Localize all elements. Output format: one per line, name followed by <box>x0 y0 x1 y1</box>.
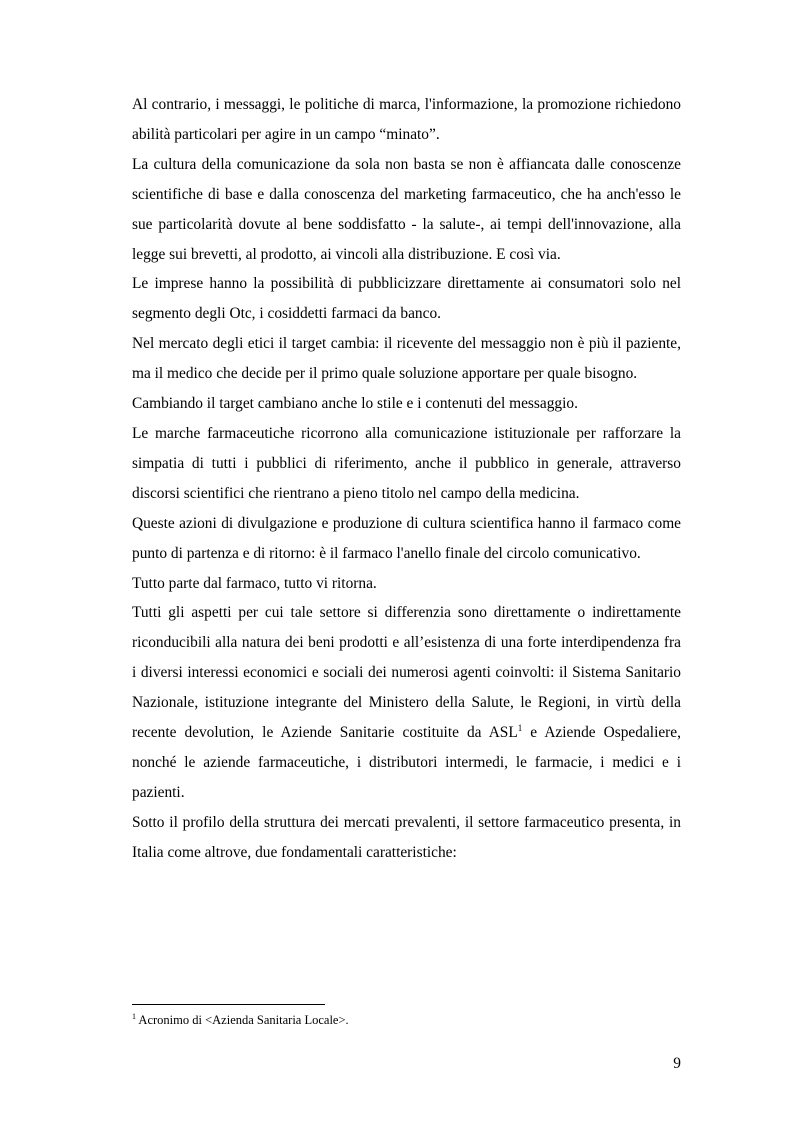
paragraph-9-before: Tutti gli aspetti per cui tale settore si differenzia sono direttamente o indirettamente riconducibili alla natura dei beni prodotti e all’esistenza di una forte interdipendenza fra i diversi interessi economici e sociali dei numerosi agenti coinvolti: il Sistema Sanitario Nazionale, istituzione integrante del Ministero della Salute, le Regioni, in virtù della recente devolution, le Aziende Sanitarie costituite da ASL <box>132 604 681 742</box>
paragraph-6: Le marche farmaceutiche ricorrono alla comunicazione istituzionale per rafforzare la simpatia di tutti i pubblici di riferimento, anche il pubblico in generale, attraverso discorsi scientifici che rientrano a pieno titolo nel campo della medicina. <box>132 424 681 502</box>
paragraph-9-after: e Aziende Ospedaliere, nonché le aziende farmaceutiche, i distributori intermedi, le farmacie, i medici e i pazienti. <box>132 724 681 801</box>
paragraph-7: Queste azioni di divulgazione e produzione di cultura scientifica hanno il farmaco come punto di partenza e di ritorno: è il farmaco l'anello finale del circolo comunicativo. <box>132 514 681 562</box>
paragraph-8: Tutto parte dal farmaco, tutto vi ritorna. <box>132 574 377 592</box>
paragraph-9 <box>132 598 681 807</box>
body-text <box>132 90 681 868</box>
paragraph-3: Le imprese hanno la possibilità di pubblicizzare direttamente ai consumatori solo nel segmento degli Otc, i cosiddetti farmaci da banco. <box>132 275 681 323</box>
footnote-number: 1 <box>132 1011 136 1021</box>
footnote <box>132 1012 349 1028</box>
paragraph-5: Cambiando il target cambiano anche lo stile e i contenuti del messaggio. <box>132 395 578 413</box>
footnote-reference[interactable]: 1 <box>517 722 523 733</box>
page-number: 9 <box>673 1055 681 1072</box>
paragraph-2: La cultura della comunicazione da sola non basta se non è affiancata dalle conoscenze scientifiche di base e dalla conoscenza del marketing farmaceutico, che ha anch'esso le sue particolarità dovute al bene soddisfatto - la salute-, ai tempi dell'innovazione, alla legge sui brevetti, al prodotto, ai vincoli alla distribuzione. E così via. <box>132 155 681 263</box>
paragraph-10: Sotto il profilo della struttura dei mercati prevalenti, il settore farmaceutico presenta, in Italia come altrove, due fondamentali caratteristiche: <box>132 813 681 861</box>
paragraph-4: Nel mercato degli etici il target cambia: il ricevente del messaggio non è più il paziente, ma il medico che decide per il primo quale soluzione apportare per quale bisogno. <box>132 335 681 383</box>
footnote-separator <box>132 1004 325 1005</box>
footnote-text: Acronimo di <Azienda Sanitaria Locale>. <box>136 1013 349 1027</box>
paragraph-1: Al contrario, i messaggi, le politiche di marca, l'informazione, la promozione richiedono abilità particolari per agire in un campo “minato”. <box>132 96 681 143</box>
